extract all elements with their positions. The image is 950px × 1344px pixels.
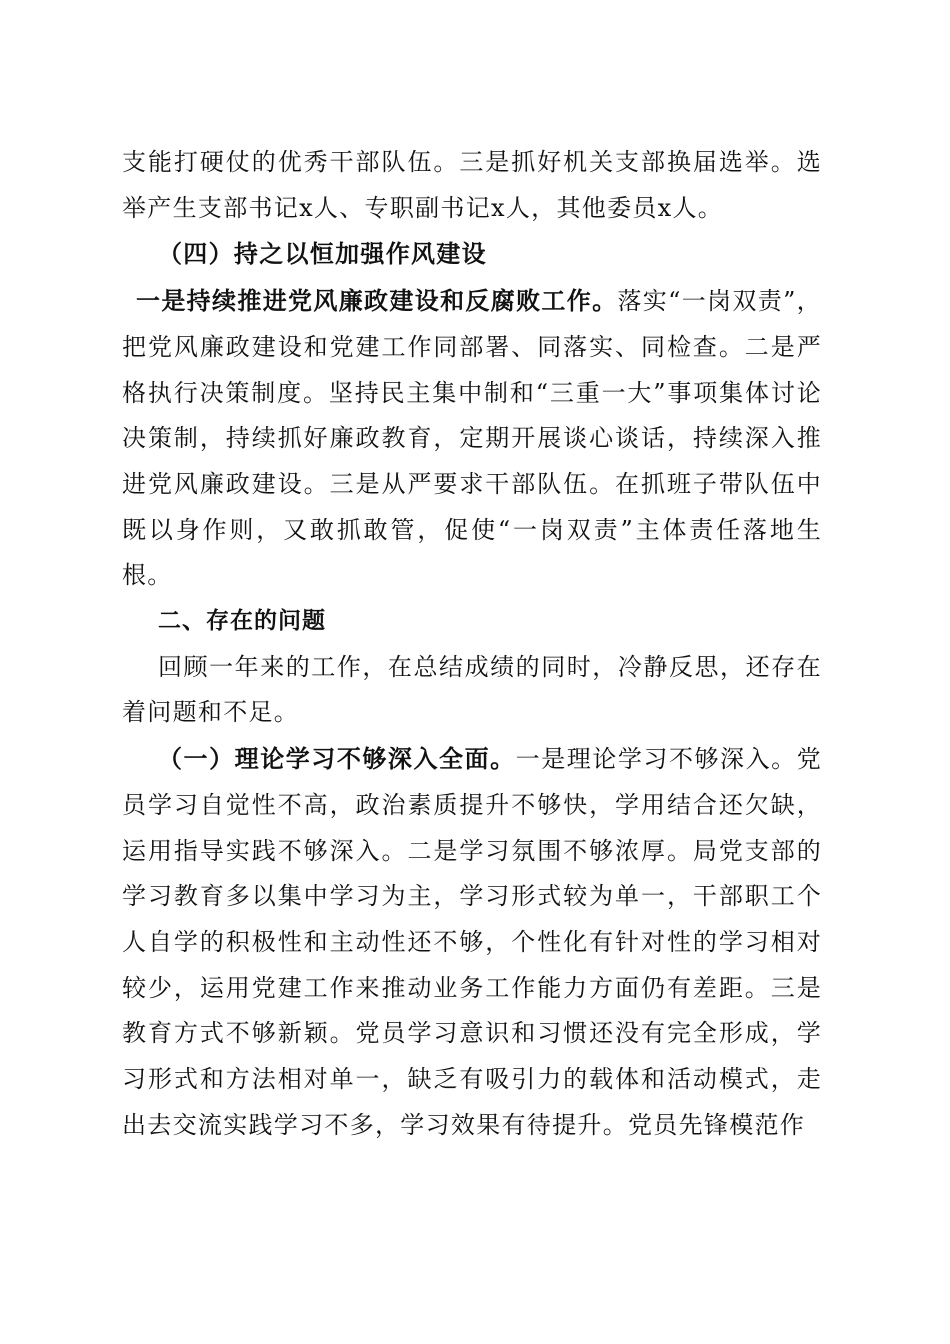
subheading-text: （四）持之以恒加强作风建设 xyxy=(158,239,487,269)
paragraph-lead: 一是持续推进党风廉政建设和反腐败工作。 xyxy=(136,286,618,316)
document-body xyxy=(122,140,822,1148)
paragraph-continuation xyxy=(122,140,822,231)
paragraph-review xyxy=(122,645,822,736)
paragraph-text: 回顾一年来的工作，在总结成绩的同时，冷静反思，还存在着问题和不足。 xyxy=(122,652,822,727)
section-heading-problems xyxy=(122,599,822,645)
heading-text: 二、存在的问题 xyxy=(158,608,326,635)
paragraph-text: 支能打硬仗的优秀干部队伍。三是抓好机关支部换届选举。选举产生支部书记x人、专职副书记x人，其他委员x人。 xyxy=(122,148,822,222)
paragraph-text: 一是理论学习不够深入。党员学习自觉性不高，政治素质提升不够快，学用结合还欠缺，运用指导实践不够深入。二是学习氛围不够浓厚。局党支部的学习教育多以集中学习为主，学习形式较为单一，干部职工个人自学的积极性和主动性还不够，个性化有针对性的学习相对较少，运用党建工作来推动业务工作能力方面仍有差距。三是教育方式不够新颖。党员学习意识和习惯还没有完全形成，学习形式和方法相对单一，缺乏有吸引力的载体和活动模式，走出去交流实践学习不多，学习效果有待提升。党员先锋模范作 xyxy=(122,745,822,1139)
paragraph-lead: （一）理论学习不够深入全面。 xyxy=(158,744,516,774)
paragraph-text: 落实“一岗双责”，把党风廉政建设和党建工作同部署、同落实、同检查。二是严格执行决策制度。坚持民主集中制和“三重一大”事项集体讨论决策制，持续抓好廉政教育，定期开展谈心谈话，持续深入推进党风廉政建设。三是从严要求干部队伍。在抓班子带队伍中既以身作则，又敢抓敢管，促使“一岗双责”主体责任落地生根。 xyxy=(122,287,822,590)
paragraph-style-building xyxy=(122,278,822,599)
paragraph-theory-study xyxy=(122,736,822,1148)
subheading-section-4 xyxy=(122,231,822,278)
